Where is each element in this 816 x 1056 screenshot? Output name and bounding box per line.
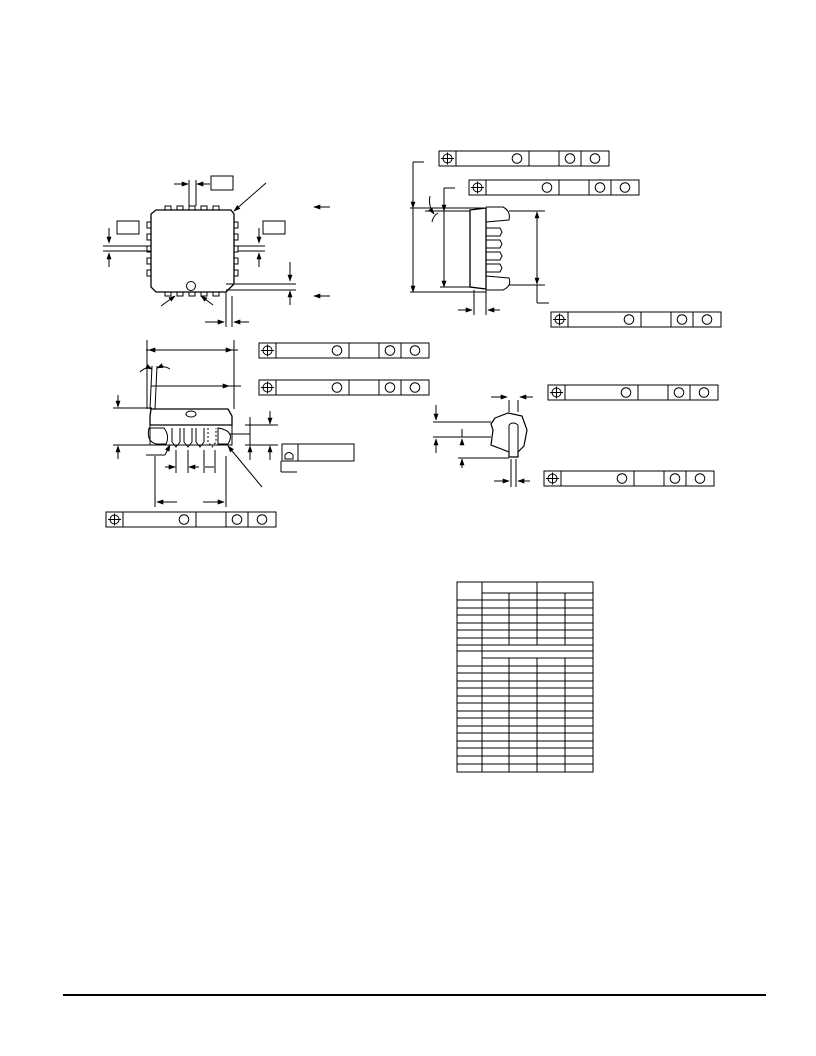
footer-rule (63, 994, 766, 996)
pin-one-marker-front-icon (186, 411, 196, 417)
tolerance-frame-4 (259, 343, 429, 358)
pin-one-marker-icon (187, 282, 196, 291)
datum-box-left (117, 221, 139, 234)
top-view (103, 176, 330, 327)
package-body-top (151, 210, 234, 292)
tolerance-frame-7 (548, 385, 718, 400)
table-grid-upper (457, 593, 593, 645)
front-view (106, 340, 429, 527)
tolerance-frame-8 (544, 471, 714, 486)
datum-box-top (211, 176, 233, 190)
tolerance-frame-6 (106, 512, 276, 527)
package-body-side (470, 208, 486, 289)
front-leads (148, 428, 230, 447)
tolerance-frame-1 (439, 151, 609, 166)
side-leads (486, 228, 502, 272)
table-grid-lower (457, 651, 593, 772)
dimension-table (457, 582, 593, 772)
lead-detail-view (433, 385, 718, 487)
tolerance-frame-2 (469, 180, 639, 195)
tolerance-frame-5 (259, 380, 429, 395)
datum-box-right (263, 221, 285, 234)
side-view (410, 151, 721, 327)
tolerance-frame-3 (551, 312, 721, 327)
